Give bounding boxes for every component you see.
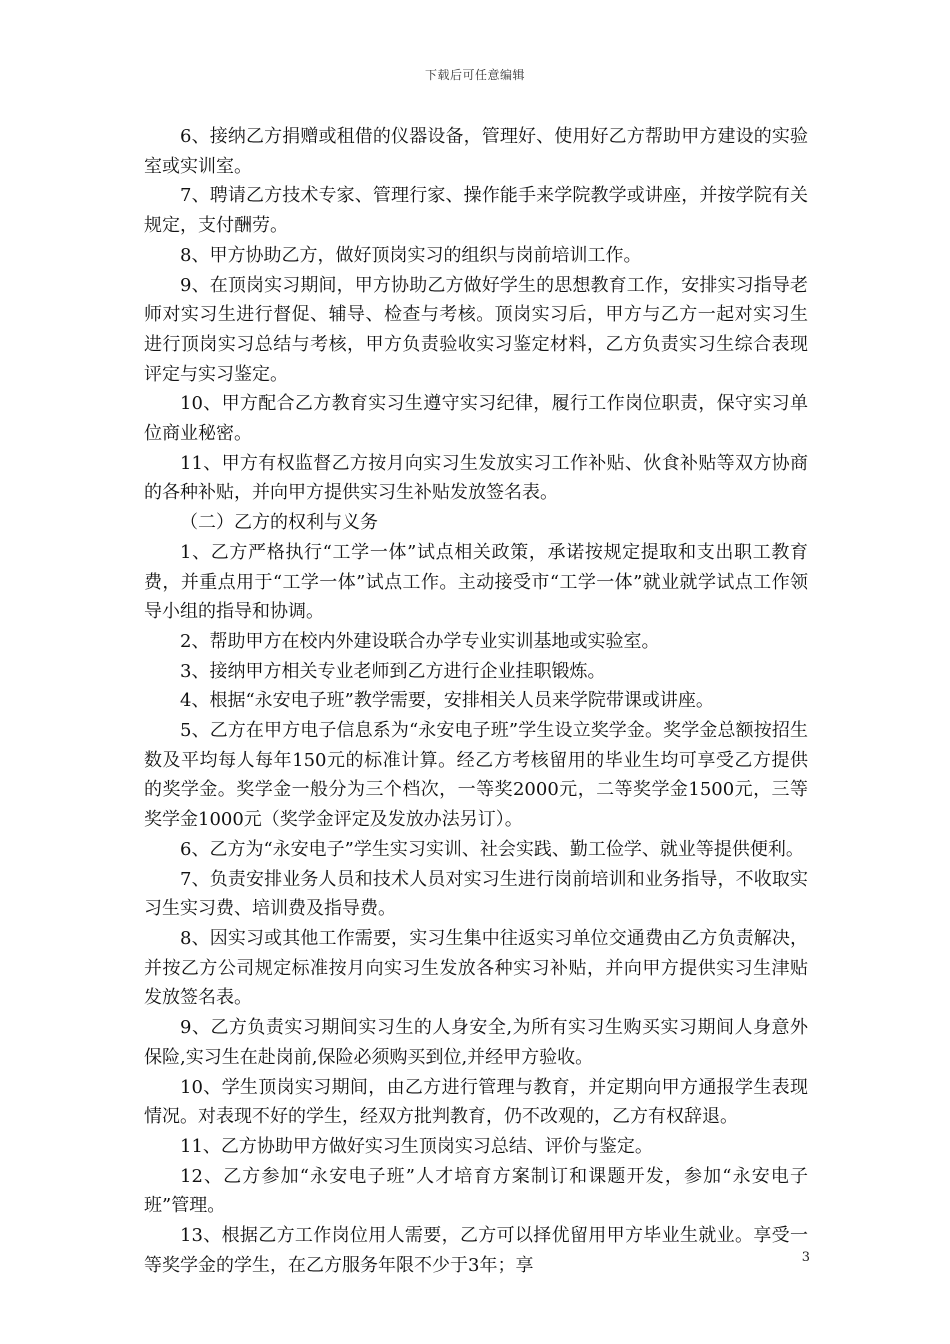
page-number: 3 [801, 1250, 810, 1265]
paragraph: 6、乙方为“永安电子”学生实习实训、社会实践、勤工俭学、就业等提供便利。 [180, 838, 804, 860]
paragraph: 9、在顶岗实习期间，甲方协助乙方做好学生的思想教育工作，安排实习指导老师对实习生进行督促、辅导、检查与考核。顶岗实习后，甲方与乙方一起对实习生进行顶岗实习总结与考核，甲方负责验收实习鉴定材料，乙方负责实习生综合表现评定与实习鉴定。 [144, 274, 808, 385]
paragraph: 2、帮助甲方在校内外建设联合办学专业实训基地或实验室。 [180, 630, 660, 652]
paragraph: 8、甲方协助乙方，做好顶岗实习的组织与岗前培训工作。 [180, 244, 642, 266]
paragraph: 1、乙方严格执行“工学一体”试点相关政策，承诺按规定提取和支出职工教育费，并重点用于“工学一体”试点工作。主动接受市“工学一体”就业就学试点工作领导小组的指导和协调。 [144, 541, 808, 623]
paragraph: 10、学生顶岗实习期间，由乙方进行管理与教育，并定期向甲方通报学生表现情况。对表现不好的学生，经双方批判教育，仍不改观的，乙方有权辞退。 [144, 1076, 808, 1128]
paragraph: 11、乙方协助甲方做好实习生顶岗实习总结、评价与鉴定。 [180, 1135, 653, 1157]
paragraph: 13、根据乙方工作岗位用人需要，乙方可以择优留用甲方毕业生就业。享受一等奖学金的学生，在乙方服务年限不少于3年；享 [144, 1225, 808, 1276]
page-header: 下载后可任意编辑 [424, 68, 525, 82]
section-heading: （二）乙方的权利与义务 [180, 512, 378, 534]
paragraph: 8、因实习或其他工作需要，实习生集中往返实习单位交通费由乙方负责解决，并按乙方公司规定标准按月向实习生发放各种实习补贴，并向甲方提供实习生津贴发放签名表。 [144, 927, 808, 1009]
paragraph: 4、根据“永安电子班”教学需要，安排相关人员来学院带课或讲座。 [180, 690, 714, 712]
paragraph: 10、甲方配合乙方教育实习生遵守实习纪律，履行工作岗位职责，保守实习单位商业秘密。 [144, 393, 808, 445]
paragraph: 7、负责安排业务人员和技术人员对实习生进行岗前培训和业务指导，不收取实习生实习费、培训费及指导费。 [144, 868, 808, 920]
document-body [144, 122, 808, 1280]
paragraph: 12、乙方参加“永安电子班”人才培育方案制订和课题开发，参加“永安电子班”管理。 [144, 1165, 808, 1217]
paragraph: 6、接纳乙方捐赠或租借的仪器设备，管理好、使用好乙方帮助甲方建设的实验室或实训室。 [144, 126, 808, 177]
paragraph: 5、乙方在甲方电子信息系为“永安电子班”学生设立奖学金。奖学金总额按招生数及平均每人每年150元的标准计算。经乙方考核留用的毕业生均可享受乙方提供的奖学金。奖学金一般分为三个档次，一等奖2000元，二等奖学金1500元，三等奖学金1000元（奖学金评定及发放办法另订）。 [144, 720, 808, 831]
paragraph: 3、接纳甲方相关专业老师到乙方进行企业挂职锻炼。 [180, 660, 606, 682]
paragraph: 9、乙方负责实习期间实习生的人身安全,为所有实习生购买实习期间人身意外保险,实习生在赴岗前,保险必须购买到位,并经甲方验收。 [144, 1017, 808, 1068]
paragraph: 11、甲方有权监督乙方按月向实习生发放实习工作补贴、伙食补贴等双方协商的各种补贴，并向甲方提供实习生补贴发放签名表。 [144, 452, 808, 504]
paragraph: 7、聘请乙方技术专家、管理行家、操作能手来学院教学或讲座，并按学院有关规定，支付酬劳。 [144, 185, 808, 237]
